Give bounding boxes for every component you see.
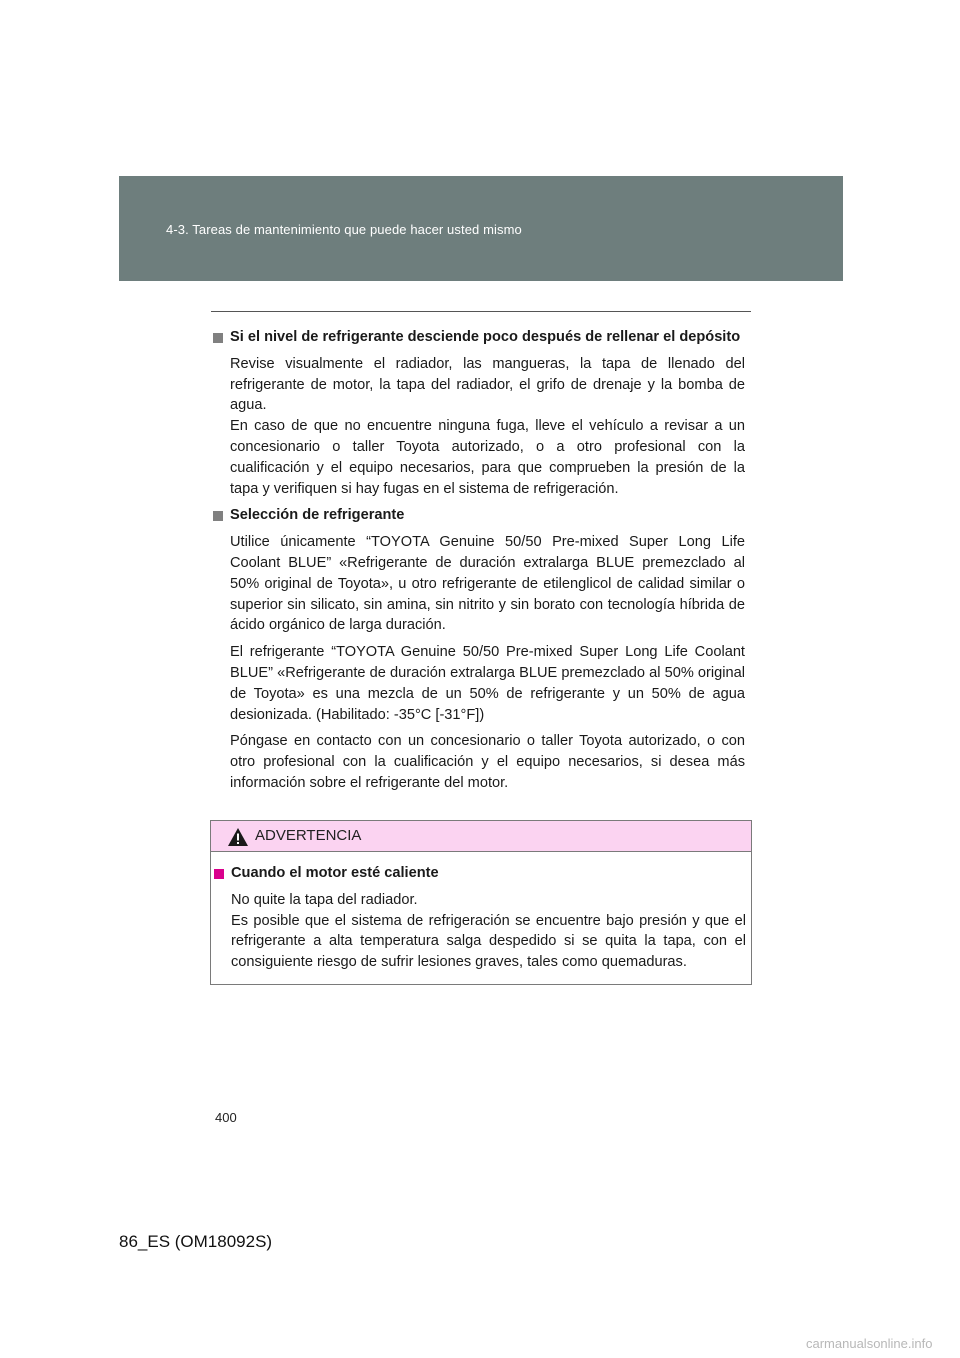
page-number: 400 bbox=[215, 1110, 237, 1125]
paragraph-line: Revise visualmente el radiador, las mangueras, la tapa de llenado del refrigerante de motor, la tapa del radiador, el grifo de drenaje y la bomba de agua. bbox=[230, 355, 745, 414]
warning-header bbox=[211, 821, 751, 852]
paragraph-line: No quite la tapa del radiador. bbox=[231, 891, 418, 908]
main-content bbox=[213, 327, 745, 800]
section-title: 4-3. Tareas de mantenimiento que puede hacer usted mismo bbox=[166, 222, 522, 237]
section-header-band bbox=[119, 176, 843, 281]
paragraph bbox=[213, 354, 745, 500]
watermark: carmanualsonline.info bbox=[806, 1336, 933, 1351]
warning-paragraph bbox=[214, 890, 746, 973]
divider bbox=[211, 311, 751, 312]
paragraph: Utilice únicamente “TOYOTA Genuine 50/50 Pre-mixed Super Long Life Coolant BLUE” «Refrigerante de duración extralarga BLUE premezclado al 50% original de Toyota», u otro refrigerante de etilenglicol de calidad similar o superior sin silicato, sin amina, sin nitrito y sin borato con tecnología híbrida de ácido orgánico de larga duración. bbox=[230, 534, 745, 634]
warning-box bbox=[210, 820, 752, 985]
warning-triangle-icon bbox=[227, 827, 249, 847]
document-code: 86_ES (OM18092S) bbox=[119, 1232, 273, 1251]
square-bullet-icon bbox=[214, 869, 224, 879]
warning-heading-text: Cuando el motor esté caliente bbox=[231, 865, 439, 881]
square-bullet-icon bbox=[213, 333, 223, 343]
section-heading bbox=[213, 327, 745, 348]
section-heading-text: Si el nivel de refrigerante desciende poco después de rellenar el depósito bbox=[230, 329, 741, 345]
paragraph: El refrigerante “TOYOTA Genuine 50/50 Pre-mixed Super Long Life Coolant BLUE” «Refrigerante de duración extralarga BLUE premezclado al 50% original de Toyota» es una mezcla de un 50% de refrigerante y un 50% de agua desionizada. (Habilitado: -35°C [-31°F]) bbox=[230, 644, 745, 723]
paragraph-line: En caso de que no encuentre ninguna fuga, lleve el vehículo a revisar a un concesionario o taller Toyota autorizado, o a otro profesional con la cualificación y el equipo necesarios, para que comprueben la presión de la tapa y verifiquen si hay fugas en el sistema de refrigeración. bbox=[230, 418, 745, 497]
warning-body bbox=[214, 863, 746, 979]
section-heading bbox=[213, 505, 745, 526]
warning-title: ADVERTENCIA bbox=[255, 827, 362, 844]
square-bullet-icon bbox=[213, 511, 223, 521]
section-heading-text: Selección de refrigerante bbox=[230, 507, 405, 524]
paragraph: Póngase en contacto con un concesionario o taller Toyota autorizado, o con otro profesional con la cualificación y el equipo necesarios, si desea más información sobre el refrigerante del motor. bbox=[230, 733, 745, 791]
paragraph-line: Es posible que el sistema de refrigeración se encuentre bajo presión y que el refrigerante a alta temperatura salga despedido si se quita la tapa, con el consiguiente riesgo de sufrir lesiones graves, tales como quemaduras. bbox=[231, 912, 746, 971]
warning-heading bbox=[214, 863, 746, 884]
